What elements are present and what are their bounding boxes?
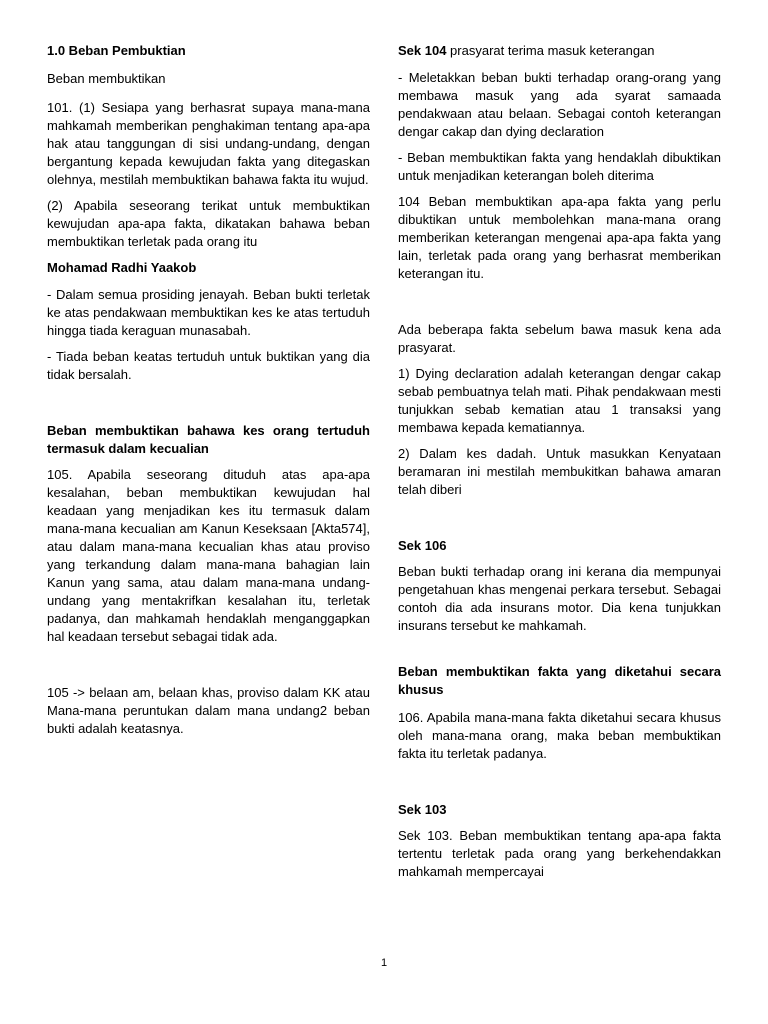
prerequisite-1: 1) Dying declaration adalah keterangan dengar cakap sebab pembuatnya telah mati. Pihak pendakwaan mesti tunjukkan sebab kematian atau 1 transaksi yang membawa kepada kematiannya. <box>398 366 721 435</box>
sek-104-note-2: - Beban membuktikan fakta yang hendaklah dibuktikan untuk menjadikan keterangan boleh diterima <box>398 150 721 183</box>
sek-103-text: Sek 103. Beban membuktikan tentang apa-apa fakta tertentu terletak pada orang yang berkehendakkan mahkamah mempercayai <box>398 828 721 879</box>
right-column <box>398 42 721 881</box>
note-criminal-proceedings: - Dalam semua prosiding jenayah. Beban bukti terletak ke atas pendakwaan membuktikan kes ke atas tertuduh hingga tiada keraguan munasabah. <box>47 287 370 338</box>
subheading: Beban membuktikan <box>47 71 166 86</box>
prerequisite-intro: Ada beberapa fakta sebelum bawa masuk kena ada prasyarat. <box>398 322 721 355</box>
sek-106-note: Beban bukti terhadap orang ini kerana dia mempunyai pengetahuan khas mengenai perkara tersebut. Sebagai contoh dia ada insurans motor. Dia kena tunjukkan insurans tersebut ke mahkamah. <box>398 564 721 633</box>
section-101-text: 101. (1) Sesiapa yang berhasrat supaya mana-mana mahkamah memberikan penghakiman tentang apa-apa hak atau tanggungan di sisi undang-undang, dengan bergantung kepada kewujudan fakta yang ditegaskan olehnya, mestilah membuktikan bahawa fakta itu wujud. <box>47 100 370 187</box>
sek-106-text: 106. Apabila mana-mana fakta diketahui secara khusus oleh mana-mana orang, maka beban membuktikan fakta itu terletak padanya. <box>398 710 721 761</box>
section-101-2-text: (2) Apabila seseorang terikat untuk membuktikan kewujudan apa-apa fakta, dikatakan bahawa beban membuktikan terletak pada orang itu <box>47 198 370 249</box>
note-no-burden-accused: - Tiada beban keatas tertuduh untuk buktikan yang dia tidak bersalah. <box>47 349 370 382</box>
section-105-note: 105 -> belaan am, belaan khas, proviso dalam KK atau Mana-mana peruntukan dalam mana undang2 beban bukti adalah keatasnya. <box>47 685 370 736</box>
exception-heading: Beban membuktikan bahawa kes orang tertuduh termasuk dalam kecualian <box>47 423 370 456</box>
section-105-text: 105. Apabila seseorang dituduh atas apa-apa kesalahan, beban membuktikan kewujudan hal keadaan yang menjadikan kes itu termasuk dalam mana-mana kecualian am Kanun Keseksaan [Akta574], atau dalam mana-mana kecualian khas atau proviso yang terkandung dalam mana-mana bahagian lain Kanun yang sama, atau dalam mana-mana undang-undang yang mentakrifkan kesalahan itu, terletak padanya, dan mahkamah hendaklah menganggapkan hal keadaan tersebut sebagai tidak ada. <box>47 467 370 644</box>
sek-104-label: Sek 104 <box>398 43 447 58</box>
sek-104-heading <box>398 42 721 60</box>
author-name: Mohamad Radhi Yaakob <box>47 260 197 275</box>
section-heading: 1.0 Beban Pembuktian <box>47 43 186 58</box>
left-column <box>47 42 370 738</box>
sek-104-note-1: - Meletakkan beban bukti terhadap orang-orang yang membawa masuk yang ada syarat samaada pendakwaan atau belaan. Sebagai contoh keterangan dengar cakap dan dying declaration <box>398 70 721 139</box>
sek-104-title: prasyarat terima masuk keterangan <box>446 43 655 58</box>
sek-104-text: 104 Beban membuktikan apa-apa fakta yang perlu dibuktikan untuk membolehkan mana-mana orang memberikan keterangan mengenai apa-apa fakta yang lain, terletak pada orang yang berhasrat memberikan keterangan itu. <box>398 194 721 281</box>
sek-106-heading: Sek 106 <box>398 538 447 553</box>
sek-106-title: Beban membuktikan fakta yang diketahui secara khusus <box>398 664 721 697</box>
page-number: 1 <box>380 957 388 969</box>
sek-103-heading: Sek 103 <box>398 802 447 817</box>
prerequisite-2: 2) Dalam kes dadah. Untuk masukkan Kenyataan beramaran ini mestilah membukitkan bahawa amaran telah diberi <box>398 446 721 497</box>
